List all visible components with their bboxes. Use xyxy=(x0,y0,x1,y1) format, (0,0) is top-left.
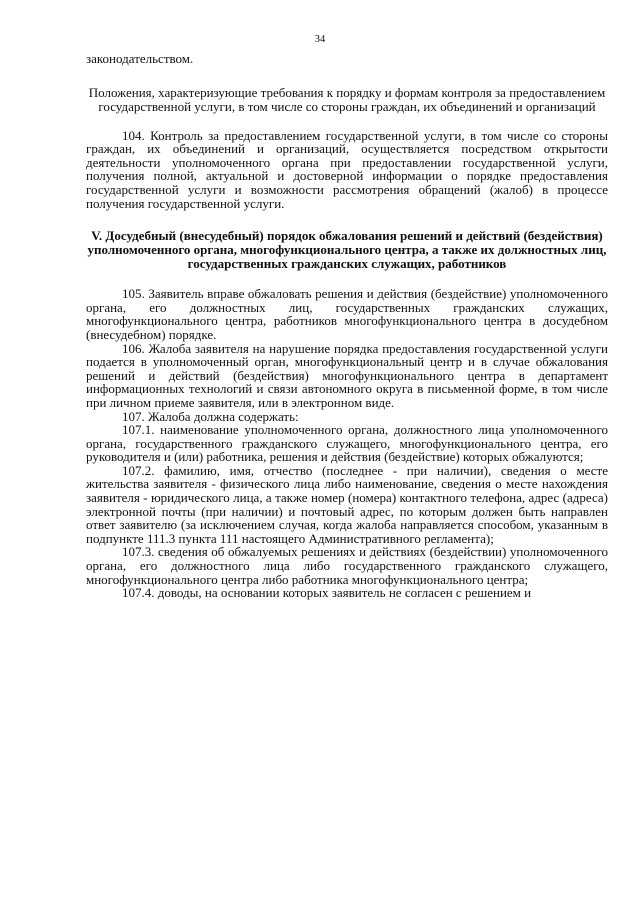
document-body xyxy=(86,52,608,600)
paragraph-105: 105. Заявитель вправе обжаловать решения и действия (бездействие) уполномоченного органа, его должностных лиц, государственных гражданских служащих, многофункционального центра, работников многофункционального центра в досудебном (внесудебном) порядке. xyxy=(86,286,608,342)
continuation-text: законодательством. xyxy=(86,51,194,66)
chapter-heading: V. Досудебный (внесудебный) порядок обжалования решений и действий (бездействия) уполномоченного органа, многофункционального центра, а также их должностных лиц, государственных гражданских служащих, работников xyxy=(87,228,607,272)
paragraph-107: 107. Жалоба должна содержать: xyxy=(122,408,299,424)
paragraph-107-4: 107.4. доводы, на основании которых заявитель не согласен с решением и xyxy=(122,585,532,601)
section-heading: Положения, характеризующие требования к порядку и формам контроля за предоставлением государственной услуги, в том числе со стороны граждан, их объединений и организаций xyxy=(88,84,606,114)
paragraph-107-2: 107.2. фамилию, имя, отчество (последнее - при наличии), сведения о месте жительства заявителя - физического лица либо наименование, сведения о месте нахождения заявителя - юридического лица, а также номер (номера) контактного телефона, адрес (адреса) электронной почты (при наличии) и почтовый адрес, по которым должен быть направлен ответ заявителю (за исключением случая, когда жалоба направляется способом, указанным в подпункте 111.3 пункта 111 настоящего Административного регламента); xyxy=(86,462,608,546)
paragraph-104: 104. Контроль за предоставлением государственной услуги, в том числе со стороны граждан, их объединений и организаций, осуществляется посредством открытости деятельности уполномоченного органа при предоставлении государственной услуги, получения полной, актуальной и достоверной информации о порядке предоставления государственной услуги и возможности рассмотрения обращений (жалоб) в процессе получения государственной услуги. xyxy=(86,127,608,211)
paragraph-107-1: 107.1. наименование уполномоченного органа, должностного лица уполномоченного органа, государственного гражданского служащего, многофункционального центра, его руководителя и (или) работника, решения и действия (бездействие) которых обжалуются; xyxy=(86,422,608,465)
paragraph-107-3: 107.3. сведения об обжалуемых решениях и действиях (бездействии) уполномоченного органа, его должностного лица либо государственного гражданского служащего, многофункционального центра либо работника многофункционального центра; xyxy=(86,544,608,587)
paragraph-106: 106. Жалоба заявителя на нарушение порядка предоставления государственной услуги подается в уполномоченный орган, многофункциональный центр и в случае обжалования решений и действий (бездействия) многофункционального центра в департамент информационных технологий и связи автономного округа в письменной форме, в том числе при личном приеме заявителя, или в электронном виде. xyxy=(86,340,608,410)
page-number: 34 xyxy=(314,34,326,45)
